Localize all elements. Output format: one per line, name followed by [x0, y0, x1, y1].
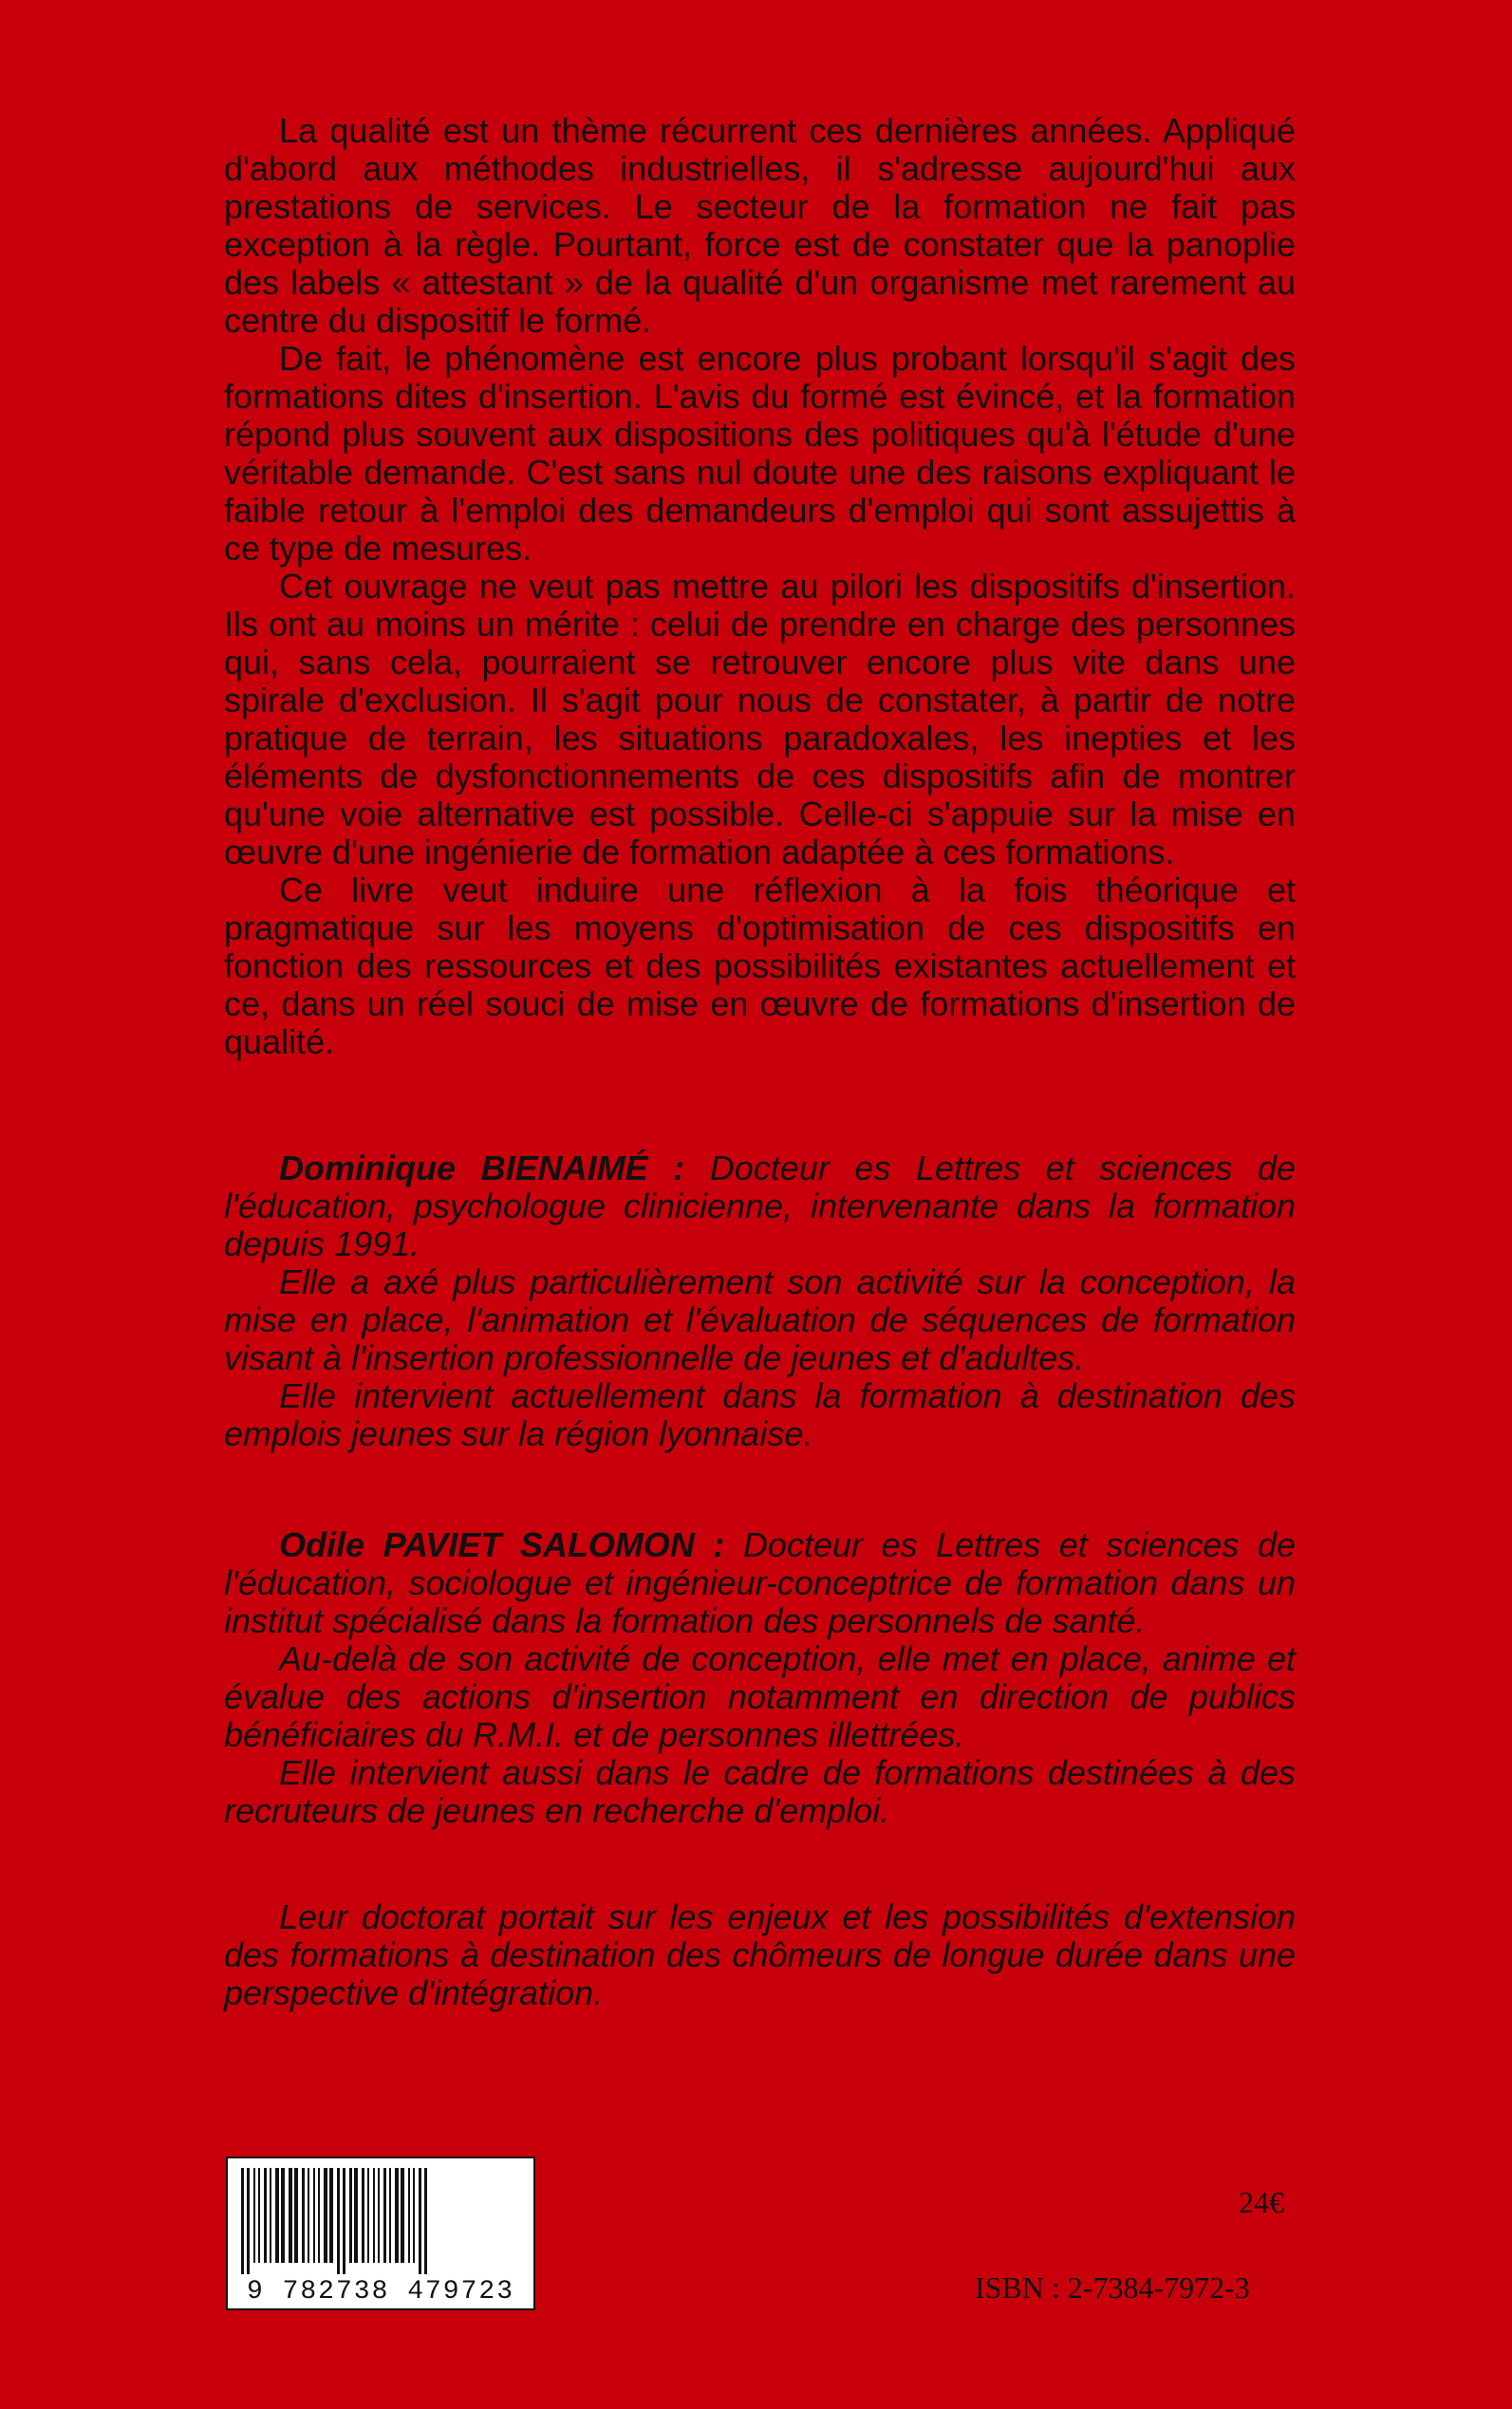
author-name: Dominique BIENAIMÉ :	[279, 1148, 685, 1187]
barcode-bar	[294, 2168, 298, 2263]
barcode-bar	[313, 2168, 315, 2263]
price-label: 24€	[1239, 2185, 1284, 2219]
summary-paragraph: Ce livre veut induire une réflexion à la fois théorique et pragmatique sur les moyens d'optimisation de ces dispositifs en fonction des ressources et des possibilités existantes actuellement et ce, dans un réel souci de mise en œuvre de formations d'insertion de qualité.	[224, 870, 1296, 1061]
barcode-bar	[378, 2168, 380, 2263]
barcode-bar	[373, 2168, 375, 2263]
author-credentials: Docteur es Lettres et sciences de l'éducation, sociologue et ingénieur-conceptrice de formation dans un institut spécialisé dans la formation des personnels de santé.	[224, 1525, 1297, 1640]
barcode-bar	[308, 2168, 309, 2263]
author-bio-bienaime	[224, 1149, 1296, 1453]
author-name: Odile PAVIET SALOMON :	[279, 1525, 725, 1564]
summary-paragraph: De fait, le phénomène est encore plus probant lorsqu'il s'agit des formations dites d'insertion. L'avis du formé est évincé, et la formation répond plus souvent aux dispositions des politiques qu'à l'étude d'une véritable demande. C'est sans nul doute une des raisons expliquant le faible retour à l'emploi des demandeurs d'emploi qui sont assujettis à ce type de mesures.	[224, 339, 1296, 568]
isbn-barcode	[226, 2157, 535, 2310]
summary-paragraph: La qualité est un thème récurrent ces dernières années. Appliqué d'abord aux méthodes industrielles, il s'adresse aujourd'hui aux prestations de services. Le secteur de la formation ne fait pas exception à la règle. Pourtant, force est de constater que la panoplie des labels « attestant » de la qualité d'un organisme met rarement au centre du dispositif le formé.	[224, 111, 1296, 340]
isbn-label: ISBN : 2-7384-7972-3	[975, 2270, 1250, 2305]
barcode-bar	[401, 2168, 404, 2263]
doctorate-note	[224, 1898, 1296, 2012]
back-cover-summary	[224, 112, 1296, 1061]
barcode-bar	[318, 2168, 320, 2263]
barcode-bar	[413, 2168, 415, 2263]
summary-paragraph: Cet ouvrage ne veut pas mettre au pilori les dispositifs d'insertion. Ils ont au moins un mérite : celui de prendre en charge des personnes qui, sans cela, pourraient se retrouver encore plus vite dans une spirale d'exclusion. Il s'agit pour nous de constater, à partir de notre pratique de terrain, les situations paradoxales, les inepties et les éléments de dysfonctionnements de ces dispositifs afin de montrer qu'une voie alternative est possible. Celle-ci s'appuie sur la mise en œuvre d'une ingénierie de formation adaptée à ces formations.	[224, 567, 1296, 871]
barcode-bar	[362, 2168, 364, 2263]
barcode-bar	[247, 2168, 250, 2274]
barcode-bar	[337, 2168, 340, 2274]
barcode-bar	[349, 2168, 352, 2263]
barcode-bar	[419, 2168, 421, 2274]
barcode-bar	[329, 2168, 333, 2263]
author-bio-paragraph: Elle intervient aussi dans le cadre de formations destinées à des recruteurs de jeunes en recherche d'emploi.	[224, 1753, 1296, 1830]
barcode-bar	[302, 2168, 305, 2263]
barcode-digits: 9 782738 479723	[246, 2277, 515, 2306]
barcode-bar	[281, 2168, 285, 2263]
author-bio-paragraph: Elle a axé plus particulièrement son activité sur la conception, la mise en place, l'animation et l'évaluation de séquences de formation visant à l'insertion professionnelle de jeunes et d'adultes.	[224, 1262, 1296, 1377]
author-credentials: Docteur es Lettres et sciences de l'éducation, psychologue clinicienne, intervenante dans la formation depuis 1991.	[224, 1148, 1296, 1263]
barcode-bar	[424, 2168, 427, 2274]
author-bio-paragraph: Elle intervient actuellement dans la formation à destination des emplois jeunes sur la région lyonnaise.	[224, 1376, 1296, 1453]
barcode-bar	[367, 2168, 369, 2263]
barcode-bar	[395, 2168, 399, 2263]
barcode-bar	[343, 2168, 345, 2274]
author-bio-paragraph: Au-delà de son activité de conception, elle met en place, anime et évalue des actions d'insertion notamment en direction de publics bénéficiaires du R.M.I. et de personnes illettrées.	[224, 1639, 1296, 1754]
barcode-bar	[264, 2168, 267, 2263]
author-bio-lead	[224, 1149, 1296, 1263]
barcode-bar	[275, 2168, 279, 2263]
barcode-bar	[241, 2168, 244, 2274]
author-bio-paviet-salomon	[224, 1526, 1296, 1830]
barcode-bar	[289, 2168, 292, 2263]
barcode-bar	[258, 2168, 260, 2263]
barcode-bar	[389, 2168, 391, 2263]
barcode-bar	[270, 2168, 271, 2263]
author-bio-lead	[224, 1526, 1296, 1640]
barcode-bar	[354, 2168, 358, 2263]
barcode-bar	[324, 2168, 327, 2263]
doctorate-paragraph: Leur doctorat portait sur les enjeux et les possibilités d'extension des formations à destination des chômeurs de longue durée dans une perspective d'intégration.	[224, 1897, 1296, 2012]
barcode-bar	[408, 2168, 410, 2263]
barcode-bar	[253, 2168, 255, 2263]
barcode-bar	[383, 2168, 386, 2263]
